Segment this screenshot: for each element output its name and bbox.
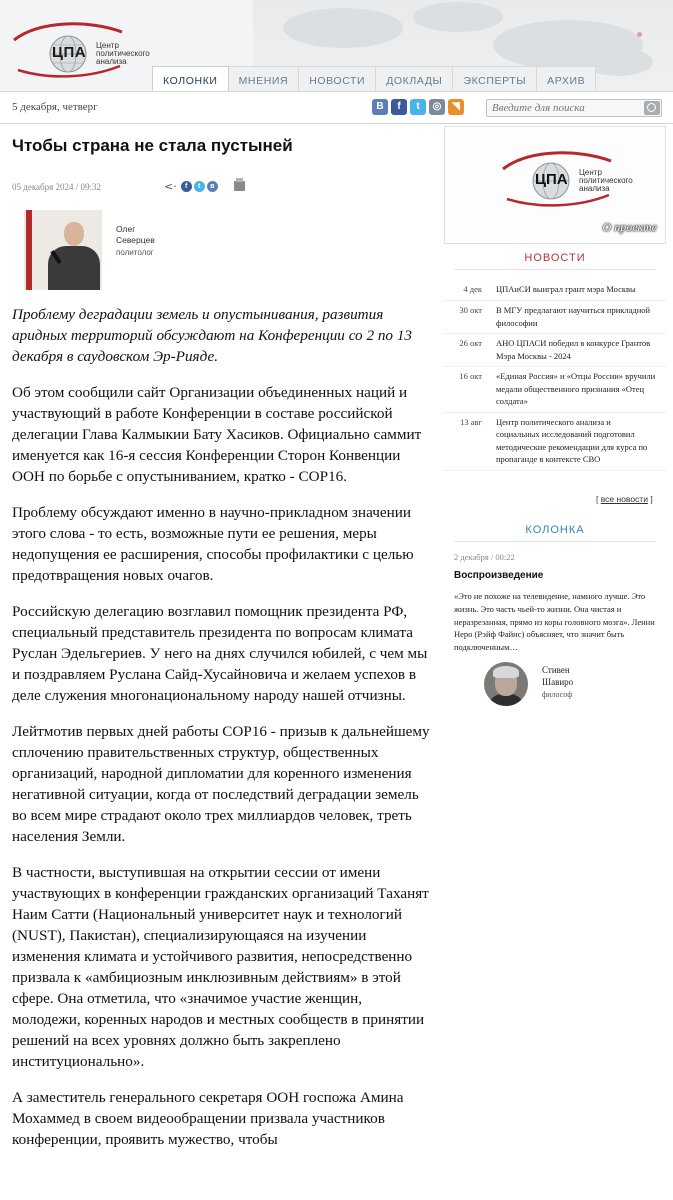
print-icon[interactable] [234, 181, 245, 191]
columnist-avatar[interactable] [484, 662, 528, 706]
news-text[interactable]: В МГУ предлагают научиться прикладной философии [496, 305, 651, 328]
search-input[interactable] [487, 100, 639, 116]
news-date: 26 окт [459, 338, 482, 348]
news-date: 16 окт [459, 371, 482, 381]
logo-text: Центр политического анализа [579, 168, 633, 193]
article [12, 124, 432, 1150]
article-title: Чтобы страна не стала пустыней [12, 136, 293, 155]
tab-experts[interactable]: ЭКСПЕРТЫ [453, 66, 537, 92]
columnist-name[interactable]: Стивен Шавиро [542, 665, 574, 687]
news-item[interactable] [444, 413, 666, 471]
news-date: 13 авг [460, 416, 482, 427]
news-text[interactable]: «Единая Россия» и «Отцы России» вручили медали общественного признания «Отец солдата» [496, 371, 656, 406]
site-header [0, 0, 673, 92]
twitter-icon[interactable]: t [410, 99, 426, 115]
news-text[interactable]: Центр политического анализа и социальных исследований подготовил методические рекомендации для курса по пропаганде в контексте СВО [496, 416, 648, 464]
tab-columns[interactable]: КОЛОНКИ [152, 66, 229, 92]
share-facebook-icon[interactable]: f [181, 181, 192, 192]
news-item[interactable] [444, 301, 666, 334]
news-text[interactable]: ЦПАиСИ выиграл грант мэра Москвы [496, 284, 636, 294]
rss-icon[interactable]: ◥ [448, 99, 464, 115]
vk-icon[interactable]: В [372, 99, 388, 115]
columnist-role: философ [542, 690, 573, 699]
tab-reports[interactable]: ДОКЛАДЫ [376, 66, 453, 92]
article-paragraph: В частности, выступившая на открытии сессии от имени участвующих в конференции гражданских организаций Таханят Наим Сатти (Национальный университет наук и технологий (NUST), Пакистан), специализирующаяся на изучении изменения климата и устойчивого развития, непосредственно призвала к «амбициозным инклюзивным действиям» в этой сфере. Она отметила, что «значимое участие женщин, молодежи, коренных народов и местных сообществ в принятии решений на всех уровнях должно быть закреплено институционально». [12, 864, 429, 1070]
author-photo[interactable] [24, 210, 102, 290]
site-logo[interactable] [10, 14, 160, 78]
search-icon[interactable] [644, 101, 660, 115]
tab-archive[interactable]: АРХИВ [537, 66, 596, 92]
news-item[interactable] [444, 334, 666, 367]
all-news-link[interactable]: [ все новости ] [596, 494, 653, 504]
author-name[interactable]: Олег Северцев [116, 224, 155, 245]
column-excerpt: «Это не похоже на телевидение, намного лучше. Это жизнь. Это часть чьей-то жизни. Она чистая и неразрезанная, прямо из коры головного мозга». Ленни Неро (Рэйф Файнс) объясняет, что значит быть подключенным… [454, 591, 655, 653]
article-paragraph: А заместитель генерального секретаря ООН госпожа Амина Мохаммед в своем видеообращении призвала участников конференции, проявить мужество, чтобы [12, 1089, 404, 1148]
news-date: 4 дек [463, 284, 482, 294]
author-role: политолог [116, 248, 154, 257]
facebook-icon[interactable]: f [391, 99, 407, 115]
news-item[interactable] [444, 280, 666, 301]
column-title[interactable]: Воспроизведение [454, 570, 544, 581]
publish-date: 05 декабря 2024 / 09:32 [12, 182, 102, 192]
logo-mark: ЦПА [52, 44, 87, 61]
about-project-box[interactable] [444, 126, 666, 244]
article-paragraph: Проблему обсуждают именно в научно-прикладном значении этого слова - то есть, возможные пути ее решения, меры недопущения ее расширения, способы профилактики с целью предотвращения новых очагов. [12, 504, 414, 584]
news-text[interactable]: АНО ЦПАСИ победил в конкурсе Грантов Мэра Москвы - 2024 [496, 338, 651, 361]
sub-bar [0, 92, 673, 124]
share-icon[interactable]: <· [164, 180, 177, 193]
news-date: 30 окт [459, 305, 482, 315]
article-paragraph: Об этом сообщили сайт Организации объединенных наций и участвующий в работе Конференции в составе российской делегации Глава Калмыкии Бату Хасиков. Официально саммит именуется как 16-я сессия Конференции Сторон Конвенции ООН по борьбе с опустыниванием, кратко - COP16. [12, 384, 422, 485]
author-block [12, 208, 432, 292]
article-paragraph: Лейтмотив первых дней работы COP16 - призыв к дальнейшему сплочению правительственных структур, общественных организаций, народной дипломатии для коренного изменения негативной ситуации, когда от последствий деградации земель во всем мире страдают около трех миллиардов человек, треть населения Земли. [12, 723, 430, 845]
news-item[interactable] [444, 367, 666, 413]
article-lead: Проблему деградации земель и опустынивания, развития аридных территорий обсуждают на Конференции со 2 по 13 декабря в саудовском Эр-Рияде. [12, 306, 413, 365]
tab-news[interactable]: НОВОСТИ [299, 66, 376, 92]
share-twitter-icon[interactable]: t [194, 181, 205, 192]
news-list [444, 280, 666, 471]
sidebar-logo [499, 147, 649, 211]
logo-text: Центр политического анализа [96, 41, 150, 66]
column-heading: КОЛОНКА [444, 524, 666, 536]
share-vk-icon[interactable]: в [207, 181, 218, 192]
column-date: 2 декабря / 00:22 [454, 552, 515, 562]
share-buttons [164, 180, 218, 193]
news-heading: НОВОСТИ [444, 252, 666, 264]
main-nav [152, 66, 596, 92]
article-paragraph: Российскую делегацию возглавил помощник президента РФ, специальный представитель президента по вопросам климата Руслан Эдельгериев. У него на днях случился юбилей, с чем мы и поздравляем Руслана Сайд-Хусайновича и желаем успехов в деле служения многонациональному народу нашей отчизны. [12, 603, 428, 704]
current-date: 5 декабря, четверг [12, 101, 98, 113]
logo-mark: ЦПА [535, 171, 568, 188]
search-box [486, 99, 662, 117]
instagram-icon[interactable]: ◎ [429, 99, 445, 115]
social-links [372, 99, 464, 115]
tab-opinions[interactable]: МНЕНИЯ [229, 66, 300, 92]
article-meta [12, 178, 432, 198]
about-project-link[interactable]: О проекте [602, 220, 657, 234]
